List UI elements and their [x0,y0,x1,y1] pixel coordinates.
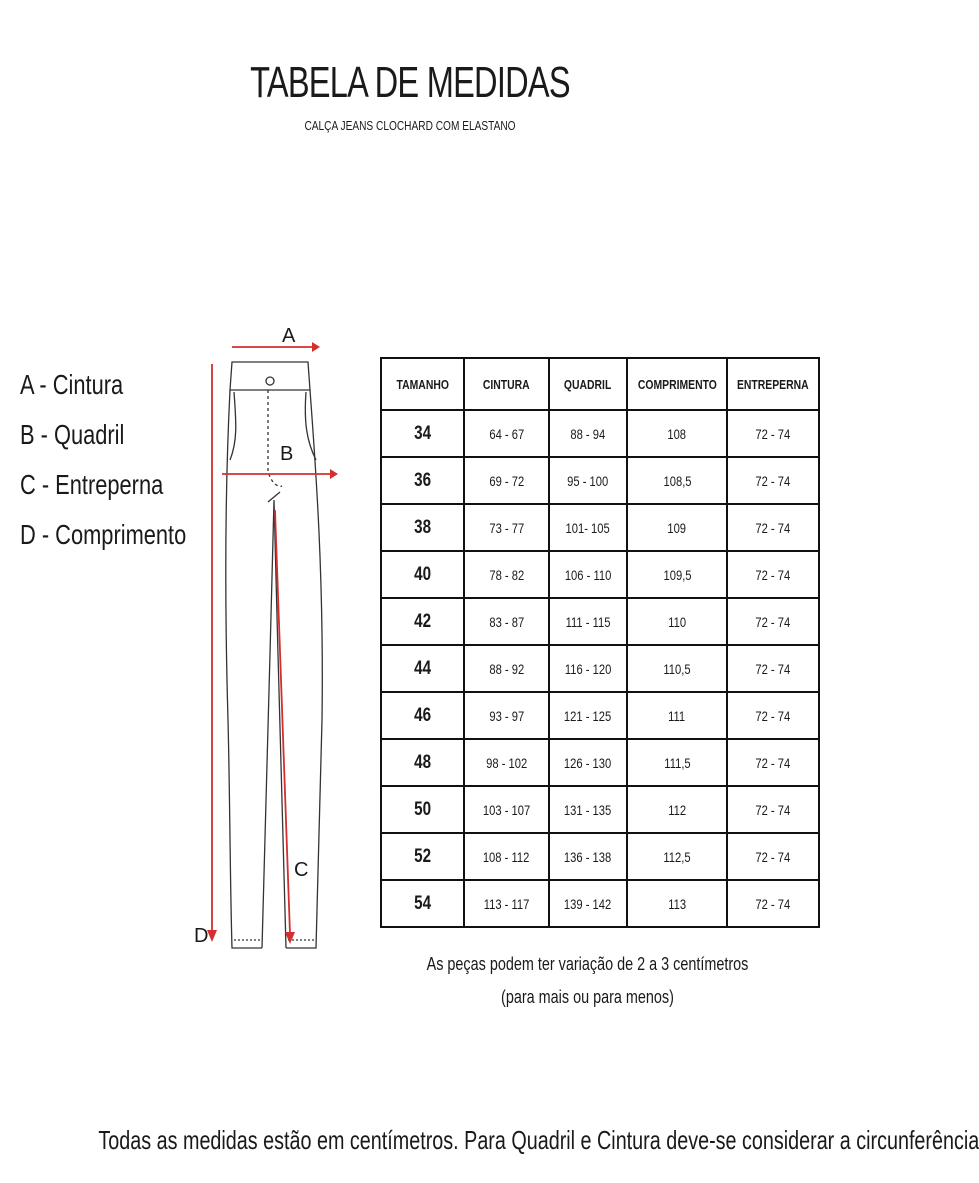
cell-size: 42 [381,598,464,645]
table-row [381,739,819,786]
footer-note: Todas as medidas estão em centímetros. Para Quadril e Cintura deve-se considerar a circunferência [98,1125,979,1155]
cell-size: 44 [381,645,464,692]
cell-entreperna: 72 - 74 [727,833,819,880]
label-a: A [282,325,296,347]
size-table [380,357,820,928]
cell-quadril: 95 - 100 [549,457,627,504]
cell-entreperna: 72 - 74 [727,739,819,786]
cell-comprimento: 111 [627,692,728,739]
arrow-b [222,469,338,479]
table-row [381,833,819,880]
legend-item-comprimento: D - Comprimento [20,519,187,550]
cell-cintura: 69 - 72 [464,457,549,504]
cell-entreperna: 72 - 74 [727,598,819,645]
cell-quadril: 116 - 120 [549,645,627,692]
cell-entreperna: 72 - 74 [727,645,819,692]
header-tamanho: TAMANHO [381,358,464,410]
table-row [381,598,819,645]
cell-cintura: 98 - 102 [464,739,549,786]
variation-note-sub: (para mais ou para menos) [501,987,674,1007]
cell-entreperna: 72 - 74 [727,457,819,504]
table-row [381,551,819,598]
cell-quadril: 136 - 138 [549,833,627,880]
variation-note: As peças podem ter variação de 2 a 3 centímetros [426,954,749,974]
button-icon [266,377,274,385]
cell-cintura: 73 - 77 [464,504,549,551]
table-row [381,457,819,504]
cell-entreperna: 72 - 74 [727,692,819,739]
cell-cintura: 108 - 112 [464,833,549,880]
cell-cintura: 78 - 82 [464,551,549,598]
cell-cintura: 83 - 87 [464,598,549,645]
arrow-a [232,342,320,352]
cell-cintura: 64 - 67 [464,410,549,457]
label-d: D [194,925,209,947]
cell-comprimento: 112,5 [627,833,728,880]
cell-quadril: 131 - 135 [549,786,627,833]
table-row [381,786,819,833]
table-row [381,880,819,927]
table-row [381,410,819,457]
cell-entreperna: 72 - 74 [727,551,819,598]
cell-cintura: 93 - 97 [464,692,549,739]
arrow-c [275,510,295,944]
cell-size: 54 [381,880,464,927]
label-b: B [280,443,294,465]
cell-cintura: 113 - 117 [464,880,549,927]
cell-cintura: 88 - 92 [464,645,549,692]
cell-quadril: 121 - 125 [549,692,627,739]
table-row [381,504,819,551]
legend-item-cintura: A - Cintura [20,369,124,400]
cell-quadril: 126 - 130 [549,739,627,786]
cell-size: 52 [381,833,464,880]
header-entreperna: ENTREPERNA [727,358,819,410]
table-row [381,692,819,739]
cell-size: 38 [381,504,464,551]
cell-cintura: 103 - 107 [464,786,549,833]
cell-size: 50 [381,786,464,833]
table-header-row [381,358,819,410]
cell-size: 40 [381,551,464,598]
cell-size: 48 [381,739,464,786]
cell-quadril: 106 - 110 [549,551,627,598]
cell-quadril: 111 - 115 [549,598,627,645]
page-subtitle: CALÇA JEANS CLOCHARD COM ELASTANO [304,118,516,133]
cell-comprimento: 108,5 [627,457,728,504]
header-quadril: QUADRIL [549,358,627,410]
cell-entreperna: 72 - 74 [727,410,819,457]
pants-diagram [190,320,360,960]
cell-comprimento: 113 [627,880,728,927]
page-title: TABELA DE MEDIDAS [250,58,570,107]
label-c: C [294,859,309,881]
cell-comprimento: 108 [627,410,728,457]
legend-item-quadril: B - Quadril [20,419,125,450]
table-row [381,645,819,692]
cell-comprimento: 111,5 [627,739,728,786]
header-cintura: CINTURA [464,358,549,410]
cell-size: 46 [381,692,464,739]
cell-comprimento: 110,5 [627,645,728,692]
cell-size: 34 [381,410,464,457]
cell-comprimento: 109 [627,504,728,551]
cell-comprimento: 109,5 [627,551,728,598]
arrow-d [207,364,217,942]
cell-quadril: 88 - 94 [549,410,627,457]
cell-entreperna: 72 - 74 [727,786,819,833]
legend-item-entreperna: C - Entreperna [20,469,164,500]
header-comprimento: COMPRIMENTO [627,358,728,410]
cell-entreperna: 72 - 74 [727,504,819,551]
cell-quadril: 101- 105 [549,504,627,551]
cell-quadril: 139 - 142 [549,880,627,927]
cell-entreperna: 72 - 74 [727,880,819,927]
cell-size: 36 [381,457,464,504]
cell-comprimento: 112 [627,786,728,833]
cell-comprimento: 110 [627,598,728,645]
